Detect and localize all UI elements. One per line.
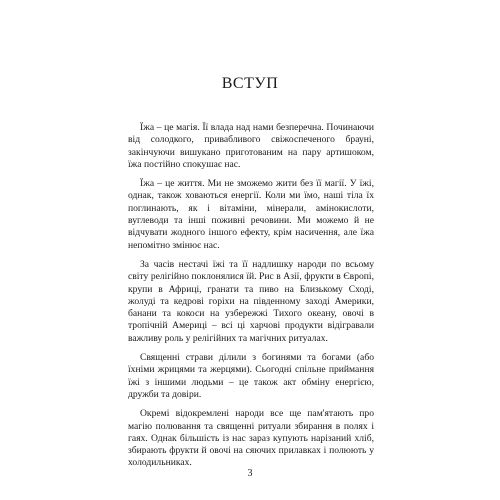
paragraph: Священні страви ділили з богинями та богами (або їхніми жрицями та жерцями). Сьогодні спільне приймання їжі з іншими людьми – це також акт обміну енергією, дружби та довіри. [128,352,374,400]
paragraph: Їжа – це магія. Її влада над нами безперечна. Починаючи від солодкого, привабливого свіжоспеченого брауні, закінчуючи вишукано приготованим на пару артишоком, їжа постійно спокушає нас. [128,122,374,170]
chapter-title: ВСТУП [221,74,279,92]
paragraph: Окремі відокремлені народи все ще пам'ятають про магію полювання та священні ритуали збирання в полях і гаях. Однак більшість із нас зараз купують нарізаний хліб, збирають фрукти й овочі на сяючих прилавках і полюють у холодильниках. [128,408,374,469]
page-number: 3 [247,468,253,479]
paragraph: Їжа – це життя. Ми не зможемо жити без її магії. У їжі, однак, також ховаються енергії. Коли ми їмо, наші тіла їх поглинають, як і вітаміни, мінерали, амінокислоти, вуглеводи та інші поживні речовини. Ми можемо й не відчувати жодного іншого ефекту, крім насичення, але їжа непомітно змінює нас. [128,178,374,251]
paragraph: За часів нестачі їжі та її надлишку народи по всьому світу релігійно поклонялися їй. Рис в Азії, фрукти в Європі, крупи в Африці, гранати та пиво на Близькому Сході, жолуді та кедрові горіхи на південному заході Америки, банани та кокоси на узбережжі Тихого океану, овочі в тропічній Америці – всі ці харчові продукти відігравали важливу роль у релігійних та магічних ритуалах. [128,258,374,344]
body-text [128,122,374,477]
